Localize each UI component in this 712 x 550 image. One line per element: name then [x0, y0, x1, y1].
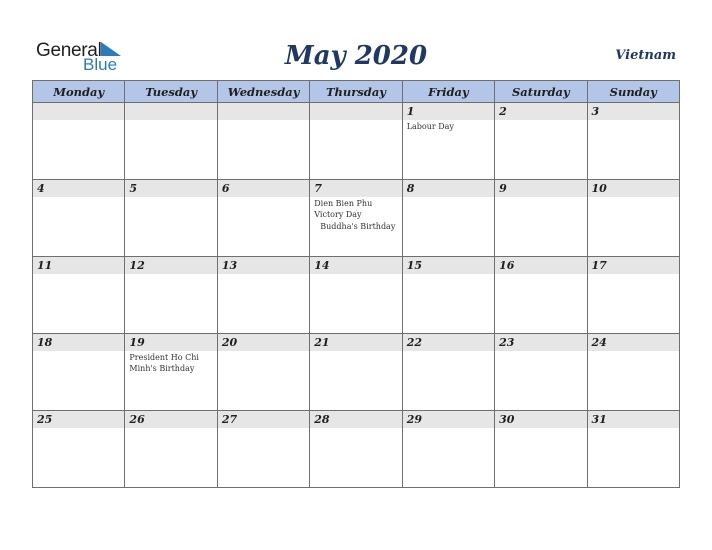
- day-cell: [402, 411, 494, 488]
- weekday-header: Wednesday: [217, 81, 309, 103]
- weekday-header-row: [33, 81, 680, 103]
- weekday-header: Thursday: [310, 81, 402, 103]
- day-cell: [310, 334, 402, 411]
- day-number: 30: [495, 411, 586, 428]
- weekday-header: Sunday: [587, 81, 679, 103]
- day-number: 7: [310, 180, 401, 197]
- day-cell: [495, 103, 587, 180]
- country-label: Vietnam: [615, 48, 676, 63]
- day-cell: [310, 180, 402, 257]
- day-number: 3: [588, 103, 679, 120]
- day-number: 20: [218, 334, 309, 351]
- day-cell: [125, 180, 217, 257]
- day-cell: [33, 334, 125, 411]
- day-number: [33, 103, 124, 120]
- day-number: 13: [218, 257, 309, 274]
- day-cell: [217, 411, 309, 488]
- day-number: 22: [403, 334, 494, 351]
- day-cell: [587, 103, 679, 180]
- holiday-label: Buddha's Birthday: [320, 222, 396, 231]
- day-cell: [587, 334, 679, 411]
- day-number: 23: [495, 334, 586, 351]
- day-cell-empty: [310, 103, 402, 180]
- day-number: 1: [403, 103, 494, 120]
- logo-text-blue: Blue: [83, 55, 118, 74]
- day-cell: [310, 411, 402, 488]
- holiday-label: President Ho Chi Minh's Birthday: [129, 353, 199, 373]
- week-row: [33, 180, 680, 257]
- day-number: 5: [125, 180, 216, 197]
- day-cell: [125, 334, 217, 411]
- day-number: 16: [495, 257, 586, 274]
- day-cell: [33, 411, 125, 488]
- calendar-grid: [32, 80, 680, 488]
- day-cell: [495, 411, 587, 488]
- weekday-header: Saturday: [495, 81, 587, 103]
- page-title: May 2020: [284, 41, 428, 71]
- day-number: 4: [33, 180, 124, 197]
- day-cell: [495, 334, 587, 411]
- day-number: 8: [403, 180, 494, 197]
- weekday-header: Friday: [402, 81, 494, 103]
- week-row: [33, 334, 680, 411]
- week-row: [33, 103, 680, 180]
- day-cell-empty: [33, 103, 125, 180]
- day-cell: [587, 257, 679, 334]
- day-cell: [402, 334, 494, 411]
- day-cell: [402, 103, 494, 180]
- weekday-header: Monday: [33, 81, 125, 103]
- day-number: 14: [310, 257, 401, 274]
- week-row: [33, 257, 680, 334]
- day-cell: [33, 257, 125, 334]
- day-cell: [587, 411, 679, 488]
- week-row: [33, 411, 680, 488]
- day-number: 11: [33, 257, 124, 274]
- day-cell: [125, 257, 217, 334]
- day-number: 15: [403, 257, 494, 274]
- day-number: 6: [218, 180, 309, 197]
- day-number: 24: [588, 334, 679, 351]
- holiday-label: Labour Day: [406, 122, 454, 131]
- day-cell: [217, 180, 309, 257]
- day-cell: [217, 334, 309, 411]
- holiday-label: Dien Bien Phu Victory Day: [314, 199, 373, 219]
- logo-text-general: General: [36, 40, 102, 61]
- day-cell: [402, 257, 494, 334]
- day-cell: [587, 180, 679, 257]
- day-number: 27: [218, 411, 309, 428]
- day-number: 9: [495, 180, 586, 197]
- day-cell: [402, 180, 494, 257]
- day-cell: [217, 257, 309, 334]
- day-number: 31: [588, 411, 679, 428]
- day-number: 12: [125, 257, 216, 274]
- day-number: [125, 103, 216, 120]
- day-number: 25: [33, 411, 124, 428]
- day-number: 29: [403, 411, 494, 428]
- day-cell-empty: [217, 103, 309, 180]
- day-number: [218, 103, 309, 120]
- day-number: 18: [33, 334, 124, 351]
- day-cell: [495, 257, 587, 334]
- day-cell: [495, 180, 587, 257]
- weekday-header: Tuesday: [125, 81, 217, 103]
- day-number: 2: [495, 103, 586, 120]
- day-number: 21: [310, 334, 401, 351]
- day-number: 28: [310, 411, 401, 428]
- day-number: 10: [588, 180, 679, 197]
- day-number: 17: [588, 257, 679, 274]
- day-number: 19: [125, 334, 216, 351]
- day-cell-empty: [125, 103, 217, 180]
- day-cell: [33, 180, 125, 257]
- day-number: 26: [125, 411, 216, 428]
- day-cell: [310, 257, 402, 334]
- day-cell: [125, 411, 217, 488]
- day-number: [310, 103, 401, 120]
